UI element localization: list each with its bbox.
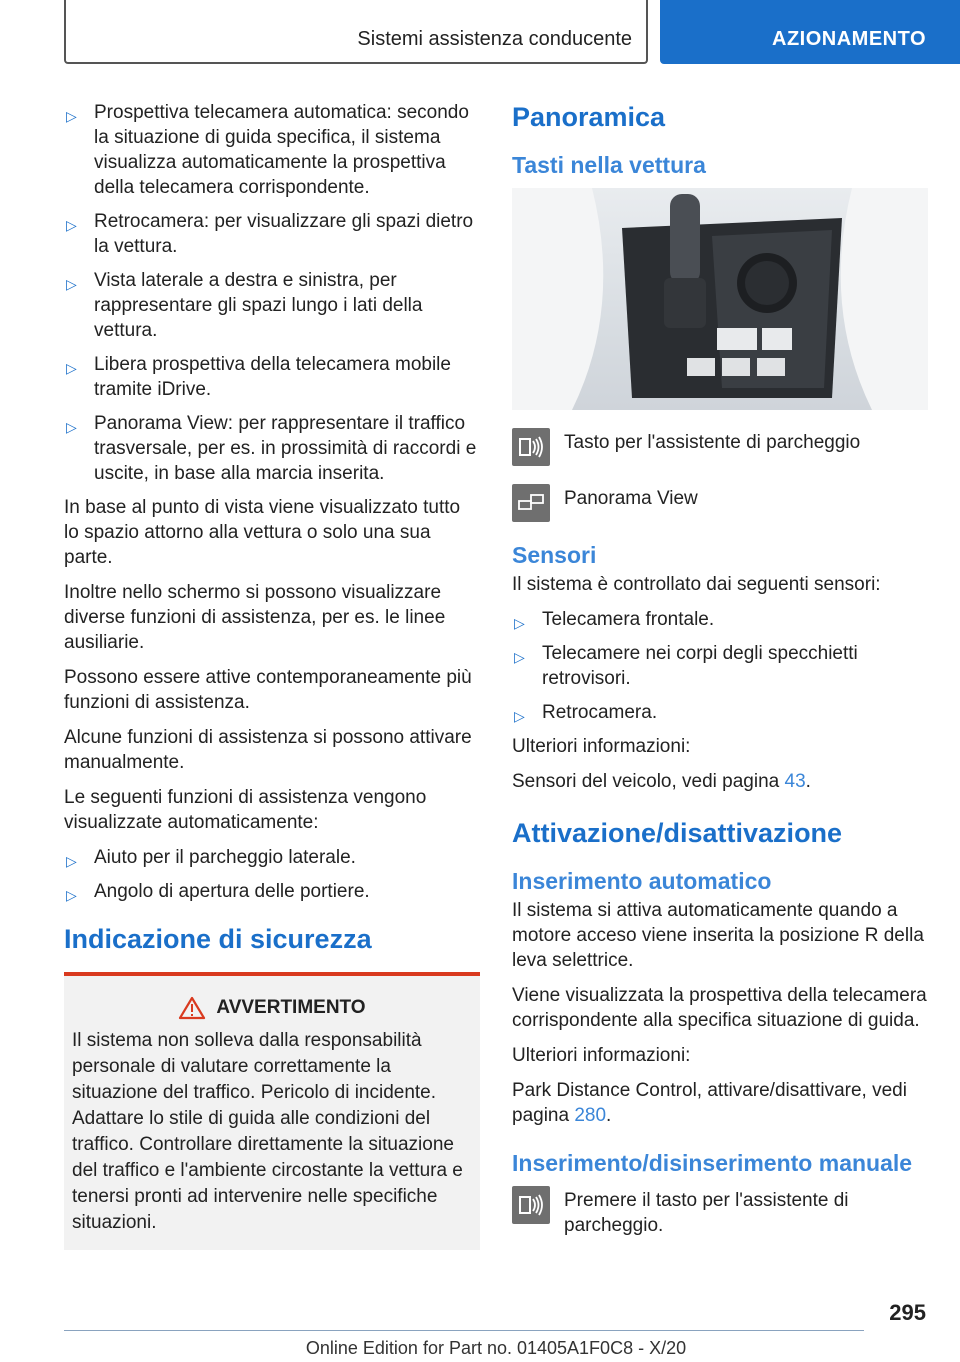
warning-triangle-icon: [178, 996, 206, 1020]
sensors-intro: Il sistema è controllato dai seguenti sensori:: [512, 574, 881, 595]
parking-assistant-icon: [512, 1186, 550, 1224]
safety-heading: Indicazione di sicurezza: [64, 924, 372, 954]
buttons-heading: Tasti nella vettura: [512, 152, 706, 178]
manual-activation-row: [512, 1186, 928, 1238]
camera-views-list: [64, 100, 480, 486]
list-item: ▷ Libera prospettiva della telecamera mobile tramite iDrive.: [66, 354, 451, 400]
parking-assistant-label: Tasto per l'assistente di parcheggio: [564, 432, 861, 453]
warning-text: Il sistema non solleva dalla responsabilità personale di valutare correttamente la situazione del traffico. Pericolo di incidente. Adattare lo stile di guida alle condizioni del traffico. Controllare direttamente la situazione del traffico e l'ambiente circostante la vettura e tenersi pronti ad intervenire nelle specifiche situazioni.: [72, 1030, 463, 1233]
sensors-list: [512, 607, 928, 725]
center-console-illustration: [512, 188, 928, 410]
triangle-bullet-icon: ▷: [66, 887, 77, 903]
triangle-bullet-icon: ▷: [514, 615, 525, 631]
sensors-heading: Sensori: [512, 542, 597, 568]
list-item: ▷ Telecamera frontale.: [512, 607, 928, 632]
triangle-bullet-icon: ▷: [66, 217, 77, 233]
manual-activation-text: Premere il tasto per l'assistente di parcheggio.: [564, 1190, 849, 1236]
manual-activation-heading: Inserimento/disinserimento manuale: [512, 1150, 913, 1176]
page-number: 295: [889, 1300, 926, 1325]
list-item: ▷ Aiuto per il parcheggio laterale.: [64, 845, 480, 870]
auto-functions-list: [64, 845, 480, 904]
warning-title: AVVERTIMENTO: [216, 997, 366, 1018]
right-column: [512, 100, 928, 1256]
list-item: ▷ Vista laterale a destra e sinistra, per rappresentare gli spazi lungo i lati della vettura.: [66, 270, 423, 341]
panorama-view-button-row: [512, 484, 928, 522]
list-item: ▷ Retrocamera: per visualizzare gli spazi dietro la vettura.: [66, 211, 474, 257]
list-item: ▷ Angolo di apertura delle portiere.: [64, 879, 480, 904]
triangle-bullet-icon: ▷: [66, 108, 77, 124]
paragraph: Le seguenti funzioni di assistenza vengono visualizzate automaticamente:: [64, 787, 427, 833]
center-console-photo: [512, 188, 928, 410]
more-info-label: Ulteriori informazioni:: [512, 1045, 691, 1066]
paragraph: In base al punto di vista viene visualizzato tutto lo spazio attorno alla vettura o solo una sua parte.: [64, 497, 461, 568]
sensors-reference: Sensori del veicolo, vedi pagina 43.: [512, 771, 811, 792]
header-section-title: Sistemi assistenza conducente: [357, 28, 632, 50]
overview-heading: Panoramica: [512, 102, 666, 132]
warning-title-row: [72, 996, 472, 1020]
paragraph: Alcune funzioni di assistenza si possono attivare manualmente.: [64, 727, 472, 773]
triangle-bullet-icon: ▷: [66, 276, 77, 292]
triangle-bullet-icon: ▷: [66, 419, 77, 435]
list-item: ▷ Prospettiva telecamera automatica: secondo la situazione di guida specifica, il sistema visualizza automaticamente la prospettiva della telecamera corrispondente.: [66, 102, 469, 198]
footer-divider: [64, 1330, 864, 1331]
header-chapter-tab: [660, 0, 960, 64]
parking-assistant-icon: [512, 428, 550, 466]
paragraph: Viene visualizzata la prospettiva della telecamera corrispondente alla specifica situazione di guida.: [512, 985, 927, 1031]
parking-assistant-button-row: [512, 428, 928, 466]
page-link-280[interactable]: 280: [574, 1105, 607, 1126]
left-column: [64, 100, 480, 1250]
list-item: ▷ Retrocamera.: [512, 700, 928, 725]
auto-activation-heading: Inserimento automatico: [512, 868, 772, 894]
panorama-view-icon: [512, 484, 550, 522]
triangle-bullet-icon: ▷: [66, 360, 77, 376]
footer-edition: Online Edition for Part no. 01405A1F0C8 - X/20: [305, 1338, 687, 1358]
list-item: ▷ Panorama View: per rappresentare il traffico trasversale, per es. in prossimità di raccordi e uscite, in base alla marcia inserita.: [66, 413, 477, 484]
triangle-bullet-icon: ▷: [66, 853, 77, 869]
panorama-view-label: Panorama View: [564, 488, 698, 509]
warning-box: [64, 972, 480, 1250]
header-chapter-title: AZIONAMENTO: [772, 28, 927, 50]
activation-heading: Attivazione/disattivazione: [512, 818, 843, 848]
triangle-bullet-icon: ▷: [514, 649, 525, 665]
more-info-label: Ulteriori informazioni:: [512, 736, 691, 757]
pdc-reference: Park Distance Control, attivare/disattivare, vedi pagina 280.: [512, 1080, 907, 1126]
list-item: ▷ Telecamere nei corpi degli specchietti retrovisori.: [514, 643, 858, 689]
page-link-43[interactable]: 43: [784, 771, 806, 792]
paragraph: Il sistema si attiva automaticamente quando a motore acceso viene inserita la posizione R della leva selettrice.: [512, 900, 924, 971]
paragraph: Inoltre nello schermo si possono visualizzare diverse funzioni di assistenza, per es. le linee ausiliarie.: [64, 582, 446, 653]
paragraph: Possono essere attive contemporaneamente più funzioni di assistenza.: [64, 667, 472, 713]
header-section-box: [64, 0, 648, 64]
triangle-bullet-icon: ▷: [514, 708, 525, 724]
